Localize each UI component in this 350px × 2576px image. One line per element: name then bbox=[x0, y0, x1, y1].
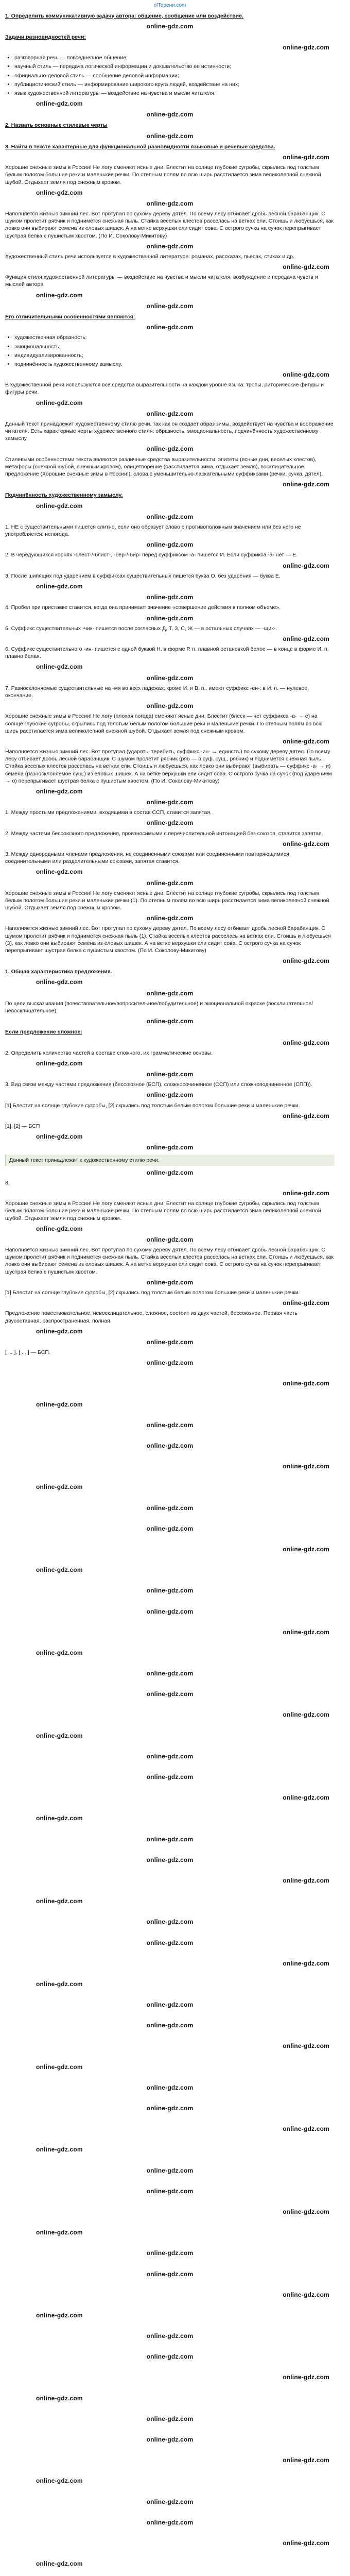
spacer bbox=[5, 2074, 335, 2081]
watermark: online-gdz.com bbox=[146, 1421, 194, 1429]
bullet-list bbox=[5, 54, 335, 97]
watermark: online-gdz.com bbox=[283, 2125, 329, 2133]
watermark: online-gdz.com bbox=[146, 2518, 194, 2526]
watermark: online-gdz.com bbox=[283, 371, 329, 379]
paragraph: [1] Блестит на солнце глубокие сугробы, [2] скрылись под толстым белым пологом большие реки и маленькие речки. bbox=[5, 1290, 300, 1296]
paragraph: 2. Между частями бессоюзного предложения, произносимыми с перечислительной интонацией без союзов, ставится запятая. bbox=[5, 830, 323, 837]
document-content bbox=[5, 12, 335, 2576]
spacer bbox=[5, 1473, 335, 1480]
watermark: online-gdz.com bbox=[146, 879, 194, 887]
watermark: online-gdz.com bbox=[36, 978, 83, 986]
section-heading: Задачи разновидностей речи: bbox=[5, 33, 86, 40]
watermark: online-gdz.com bbox=[146, 674, 194, 682]
section-heading: 2. Назвать основные стилевые черты bbox=[5, 122, 108, 129]
watermark: online-gdz.com bbox=[146, 1359, 194, 1367]
spacer bbox=[5, 1887, 335, 1894]
watermark: online-gdz.com bbox=[146, 2022, 194, 2029]
spacer bbox=[5, 1515, 335, 1522]
spacer bbox=[5, 2488, 335, 2495]
spacer bbox=[5, 2384, 335, 2392]
watermark: online-gdz.com bbox=[146, 2498, 194, 2505]
watermark: online-gdz.com bbox=[283, 2374, 329, 2381]
spacer bbox=[5, 1763, 335, 1770]
paragraph: Стилевыми особенностями текста являются различные средства выразительности: эпитеты (ясные дни, веселых клестов), метафоры (снежной шубой, снежным кровом), олицетворение (расстилается зима, отдыхает земля), восклицательное предложение (Хорошие снежные зимы в России!), слова с уменьшительно-ласкательными суффиксами (речки, сучка, дятел). bbox=[5, 456, 323, 478]
watermark: online-gdz.com bbox=[283, 1112, 329, 1120]
paragraph: Наполняется жизнью зимний лес. Вот протупал по сухому дереву дятел. По всему лесу отбивает дробь лесной барабанщик. С шумом пролетит рябчик и поднимется снежная пыль. Стайка веселых клестов расселась на ветках ели. Стоишь и любуешься, как ловко они выбирают семена из еловых шишек. А на ветке верхушки ели сидит сова. С острого сучка на сучок перепрыгивает шустрая белка с пушистым хвостом. (По И. Соколову-Микитову) bbox=[5, 211, 334, 239]
watermark: online-gdz.com bbox=[146, 614, 194, 622]
watermark: online-gdz.com bbox=[36, 2146, 83, 2154]
watermark: online-gdz.com bbox=[283, 1039, 329, 1046]
spacer bbox=[5, 1639, 335, 1646]
watermark: online-gdz.com bbox=[283, 44, 329, 52]
spacer bbox=[5, 2446, 335, 2453]
watermark: online-gdz.com bbox=[36, 1225, 83, 1232]
spacer bbox=[5, 2405, 335, 2412]
highlighted-conclusion: Данный текст принадлежит к художественному стилю речи. bbox=[5, 1155, 335, 1166]
spacer bbox=[5, 1598, 335, 1605]
paragraph: Наполняется жизнью зимний лес. Вот протупал (ударять, теребить, суффикс -ин- → единств.) по сухому дереву дятел. По всему лесу отбивает дробь лесной барабанщик. С шумом пролетит рябчик (ряб — в суф. сущ., рябчик) и поднимется снежная пыль. Стайка веселых клестов расселась на ветках ели. Стоишь и любуешься, как ловко они выбирают (выбирать — суффикс -а- → и) семена (разносклоняемое сущ.) из еловых шишек. А на ветке верхушки ели сидит сова. С острого сучка на сучок (под ударением → о) перепрыгивает шустрая белка с пушистым хвостом. (По И. Соколову-Микитову) bbox=[5, 749, 332, 784]
watermark: online-gdz.com bbox=[146, 22, 194, 30]
spacer bbox=[5, 1411, 335, 1418]
spacer bbox=[5, 2363, 335, 2370]
spacer bbox=[5, 1701, 335, 1708]
watermark: online-gdz.com bbox=[36, 663, 83, 671]
watermark: online-gdz.com bbox=[36, 2477, 83, 2485]
spacer bbox=[5, 1825, 335, 1833]
paragraph: 3. Между однородными членами предложения, не соединенными союзами или соединенными повторяющимися соединительными или разделительными союзами, запятая ставится. bbox=[5, 851, 289, 865]
paragraph: [1] Блестит на солнце глубокие сугробы, [2] скрылись под толстым белым пологом большие реки и маленькие речки. bbox=[5, 1102, 300, 1109]
watermark: online-gdz.com bbox=[146, 1504, 194, 1512]
spacer bbox=[5, 2157, 335, 2164]
watermark: online-gdz.com bbox=[36, 1980, 83, 1988]
spacer bbox=[5, 2218, 335, 2226]
spacer bbox=[5, 2550, 335, 2557]
watermark: online-gdz.com bbox=[283, 562, 329, 569]
watermark: online-gdz.com bbox=[36, 291, 83, 299]
watermark: online-gdz.com bbox=[146, 2270, 194, 2278]
spacer bbox=[5, 1742, 335, 1750]
spacer bbox=[5, 2136, 335, 2143]
paragraph: Хорошие снежные зимы в России! Не логу (плохая погода) сменяют ясные дни. Блестит (блеск — нет суффикса -а- → е) на солнце глубокие сугробы, скрылись под толстым белым пологом большие реки и маленькие речки. По степным полям во всю ширь расстилается зима великолепной снежной шубой. Отдыхает земля под снежным кровом. bbox=[5, 713, 323, 734]
paragraph: По цели высказывания (повествовательное/вопросительное/побудительное) и эмоциональной окраске (восклицательное/невосклицательное). bbox=[5, 1000, 313, 1014]
watermark: online-gdz.com bbox=[146, 1442, 194, 1450]
watermark: online-gdz.com bbox=[146, 1773, 194, 1781]
section-heading: Подчинённость художественному замыслу. bbox=[5, 492, 123, 499]
paragraph: 8. bbox=[5, 1179, 10, 1186]
watermark: online-gdz.com bbox=[283, 1711, 329, 1719]
watermark: online-gdz.com bbox=[283, 1190, 329, 1197]
spacer bbox=[5, 2260, 335, 2267]
paragraph: 2. Определить количество частей в составе сложного, их грамматические основы. bbox=[5, 1049, 213, 1056]
watermark: online-gdz.com bbox=[36, 1059, 83, 1067]
watermark: online-gdz.com bbox=[36, 399, 83, 406]
watermark: online-gdz.com bbox=[283, 1794, 329, 1802]
list-item: • эмоциональность; bbox=[14, 343, 335, 350]
watermark: online-gdz.com bbox=[146, 132, 194, 140]
spacer bbox=[5, 2239, 335, 2246]
watermark: online-gdz.com bbox=[36, 189, 83, 196]
list-item: • подчинённость художественному замыслу. bbox=[14, 361, 335, 368]
watermark: online-gdz.com bbox=[36, 2394, 83, 2402]
watermark: online-gdz.com bbox=[283, 1463, 329, 1470]
spacer bbox=[5, 2570, 335, 2576]
watermark: online-gdz.com bbox=[146, 1752, 194, 1760]
watermark: online-gdz.com bbox=[283, 2208, 329, 2215]
watermark: online-gdz.com bbox=[146, 1939, 194, 1946]
spacer bbox=[5, 2281, 335, 2288]
watermark: online-gdz.com bbox=[146, 1018, 194, 1025]
spacer bbox=[5, 1391, 335, 1398]
watermark: online-gdz.com bbox=[146, 1144, 194, 1151]
watermark: online-gdz.com bbox=[146, 1278, 194, 1286]
watermark: online-gdz.com bbox=[146, 989, 194, 997]
paragraph: В художественной речи используются все средства выразительности на каждом уровне языка: тропы, риторические фигуры и фигуры речи. bbox=[5, 382, 324, 396]
paragraph: Предложение повествовательное, невосклицательное, сложное, состоит из двух частей, бессоюзное. Первая часть двусоставная, распространенная, полная. bbox=[5, 1310, 297, 1324]
spacer bbox=[5, 1577, 335, 1584]
watermark: online-gdz.com bbox=[146, 1856, 194, 1863]
spacer bbox=[5, 2467, 335, 2474]
paragraph: Наполняется жизнью зимний лес. Вот протупал по сухому дереву дятел. По всему лесу отбивает дробь лесной барабанщик. С шумом пролетит рябчик и поднимется снежная пыль. Стайка веселых клестов расселась на ветках ели. Стоишь и любуешься, как ловко они выбирают семена из еловых шишек. А на ветке верхушки ели сидит сова. С острого сучка на сучок перепрыгивает шустрая белка с пушистым хвостом. bbox=[5, 1247, 334, 1275]
watermark: online-gdz.com bbox=[283, 1545, 329, 1553]
bullet-list bbox=[5, 334, 335, 368]
watermark: online-gdz.com bbox=[283, 1628, 329, 1636]
watermark: online-gdz.com bbox=[146, 199, 194, 207]
paragraph: [ ... ], [ ... ] — БСП. bbox=[5, 1349, 50, 1356]
watermark: online-gdz.com bbox=[283, 1876, 329, 1884]
watermark: online-gdz.com bbox=[36, 1400, 83, 1408]
paragraph: 1. Между простыми предложениями, входящими в состав ССП, ставится запятая. bbox=[5, 809, 212, 816]
watermark: online-gdz.com bbox=[36, 2063, 83, 2071]
watermark: online-gdz.com bbox=[146, 1168, 194, 1176]
section-heading: Его отличительными особенностями являются: bbox=[5, 314, 135, 320]
watermark: online-gdz.com bbox=[283, 1380, 329, 1387]
watermark: online-gdz.com bbox=[146, 324, 194, 331]
watermark: online-gdz.com bbox=[146, 445, 194, 453]
watermark: online-gdz.com bbox=[36, 2229, 83, 2236]
paragraph: 6. Суффикс существительного -ин- пишется с одной буквой Н, в форме Р. п. плавной остановкой белое — в конце в форме И. п. плавно белая. bbox=[5, 646, 329, 660]
watermark: online-gdz.com bbox=[146, 1918, 194, 1926]
watermark: online-gdz.com bbox=[283, 840, 329, 848]
paragraph: 3. После шипящих под ударением в суффиксах существительных пишется буква О, без ударения — буква Е. bbox=[5, 572, 281, 579]
paragraph: 7. Разносклоняемые существительные на -мя во всех падежах, кроме И. и В. п., имеют суффикс -ен-; в И. п. — нулевое окончание. bbox=[5, 685, 308, 699]
spacer bbox=[5, 1432, 335, 1439]
site-header[interactable]: olТерени.com bbox=[153, 3, 186, 8]
watermark: online-gdz.com bbox=[283, 2539, 329, 2547]
watermark: online-gdz.com bbox=[146, 1670, 194, 1677]
watermark: online-gdz.com bbox=[146, 1524, 194, 1532]
watermark: online-gdz.com bbox=[146, 1835, 194, 1843]
section-heading: 3. Найти в тексте характерные для функциональной разновидности языковые и речевые средства. bbox=[5, 143, 275, 150]
paragraph: [1], [2] — БСП bbox=[5, 1123, 40, 1129]
watermark: online-gdz.com bbox=[146, 819, 194, 827]
watermark: online-gdz.com bbox=[283, 737, 329, 745]
watermark: online-gdz.com bbox=[36, 1732, 83, 1739]
watermark: online-gdz.com bbox=[36, 2311, 83, 2319]
watermark: online-gdz.com bbox=[36, 1133, 83, 1141]
watermark: online-gdz.com bbox=[283, 635, 329, 642]
section-heading: 1. Определить коммуникативную задачу автора: общение, сообщение или воздействие. bbox=[5, 12, 243, 19]
watermark: online-gdz.com bbox=[146, 111, 194, 118]
spacer bbox=[5, 1867, 335, 1874]
watermark: online-gdz.com bbox=[36, 787, 83, 795]
watermark: online-gdz.com bbox=[146, 2332, 194, 2340]
spacer bbox=[5, 1452, 335, 1460]
spacer bbox=[5, 2343, 335, 2350]
spacer bbox=[5, 1846, 335, 1853]
list-item: • язык художественной литературы — воздействие на чувства и мысли читателя. bbox=[14, 90, 335, 97]
spacer bbox=[5, 2115, 335, 2122]
watermark: online-gdz.com bbox=[146, 1690, 194, 1698]
paragraph: Хорошие снежные зимы в России! Не логу сменяют ясные дни. Блестит на солнце глубокие сугробы, скрылись под толстым белым пологом большие реки и маленькие речки. По степным полям во всю ширь расстилается зима великолепной снежной шубой. Отдыхает земля под снежным кровом. bbox=[5, 1200, 321, 1222]
watermark: online-gdz.com bbox=[283, 1299, 329, 1307]
watermark: online-gdz.com bbox=[146, 1235, 194, 1243]
section-heading: Если предложение сложное: bbox=[5, 1029, 82, 1036]
paragraph: 4. Пробел при приставке ставится, когда она принимает значение «совершение действия в полном объеме». bbox=[5, 604, 281, 611]
spacer bbox=[5, 1618, 335, 1625]
spacer bbox=[5, 1722, 335, 1729]
spacer bbox=[5, 2032, 335, 2039]
watermark: online-gdz.com bbox=[36, 868, 83, 876]
watermark: online-gdz.com bbox=[36, 1566, 83, 1574]
watermark: online-gdz.com bbox=[36, 1483, 83, 1491]
watermark: online-gdz.com bbox=[146, 2083, 194, 2091]
spacer bbox=[5, 2529, 335, 2536]
watermark: online-gdz.com bbox=[283, 153, 329, 161]
watermark: online-gdz.com bbox=[36, 502, 83, 510]
spacer bbox=[5, 1804, 335, 1811]
watermark: online-gdz.com bbox=[36, 1815, 83, 1822]
spacer bbox=[5, 1680, 335, 1687]
list-item: • художественная образность; bbox=[14, 334, 335, 341]
paragraph: Хорошие снежные зимы в России! Не логу сменяют ясные дни. Блестит на солнце глубокие сугробы, скрылись под толстым белым пологом большие реки и маленькие речки. По степным полям во всю ширь расстилается зима великолепной снежной шубой. Отдыхает земля под снежным кровом. bbox=[5, 164, 321, 185]
watermark: online-gdz.com bbox=[146, 1607, 194, 1615]
paragraph: 1. НЕ с существительными пишется слитно, если оно образует слово с противоположным значением или без него не употребляется: непогода. bbox=[5, 523, 301, 538]
watermark: online-gdz.com bbox=[146, 242, 194, 250]
watermark: online-gdz.com bbox=[283, 2042, 329, 2050]
spacer bbox=[5, 2011, 335, 2019]
watermark: online-gdz.com bbox=[146, 594, 194, 601]
spacer bbox=[5, 1784, 335, 1791]
spacer bbox=[5, 1970, 335, 1977]
paragraph: Хорошие снежные зимы в России! Не логу сменяют ясные дни. Блестит на солнце глубокие сугробы, скрылись под толстым белым пологом большие реки и маленькие речки (1). По степным полям во всю ширь расстилается зима великолепной снежной шубой. Отдыхает земля под снежным кровом. bbox=[5, 890, 329, 911]
spacer bbox=[5, 2509, 335, 2516]
watermark: online-gdz.com bbox=[283, 1959, 329, 1967]
watermark: online-gdz.com bbox=[146, 2187, 194, 2195]
watermark: online-gdz.com bbox=[146, 1338, 194, 1346]
watermark: online-gdz.com bbox=[36, 1649, 83, 1656]
paragraph: Наполняется жизнью зимний лес. Вот протупал по сухому дереву дятел. По всему лесу отбивает дробь лесной барабанщик. С шумом пролетит рябчик и поднимется снежная пыль (1). Стайка веселых клестов расселась на ветках ели. Стоишь и любуешься (3), как ловко они выбирают семена из еловых шишек. А на ветке верхушки ели сидит сова. С острого сучка на сучок перепрыгивает шустрая белка с пушистым хвостом. (По И. Соколову-Микитову) bbox=[5, 925, 331, 954]
watermark: online-gdz.com bbox=[146, 1091, 194, 1099]
list-item: • разговорная речь — повседневное общение; bbox=[14, 54, 335, 61]
spacer bbox=[5, 2198, 335, 2205]
section-heading: 1. Общая характеристика предложения. bbox=[5, 969, 112, 975]
spacer bbox=[5, 2322, 335, 2329]
watermark: online-gdz.com bbox=[146, 2249, 194, 2257]
spacer bbox=[5, 1908, 335, 1915]
list-item: • публицистический стиль — информирование широкого круга людей, воздействие на них; bbox=[14, 81, 335, 88]
watermark: online-gdz.com bbox=[36, 1327, 83, 1335]
watermark: online-gdz.com bbox=[36, 100, 83, 108]
spacer bbox=[5, 1950, 335, 1957]
paragraph: Художественный стиль речи используется в художественной литературе: романах, рассказах, пьесах, стихах и др. bbox=[5, 253, 294, 260]
watermark: online-gdz.com bbox=[146, 2353, 194, 2361]
spacer bbox=[5, 2301, 335, 2309]
watermark: online-gdz.com bbox=[146, 914, 194, 922]
list-item: • научный стиль — передача логической информации и доказательство ее истинности; bbox=[14, 63, 335, 70]
watermark: online-gdz.com bbox=[283, 2456, 329, 2464]
watermark: online-gdz.com bbox=[146, 2166, 194, 2174]
spacer bbox=[5, 2053, 335, 2060]
paragraph: Функция стиля художественной литературы — воздействие на чувства и мысли читателя, возбуждение и передача чувств и мыслей автора. bbox=[5, 274, 318, 288]
spacer bbox=[5, 2177, 335, 2184]
watermark: online-gdz.com bbox=[146, 541, 194, 549]
watermark: online-gdz.com bbox=[146, 2001, 194, 2009]
paragraph: 2. В чередующихся корнях -блест-/-блист-, -бер-/-бир- перед суффиксом -а- пишется И. Если суффикса -а- нет — Е. bbox=[5, 552, 298, 558]
spacer bbox=[5, 2426, 335, 2433]
paragraph: 5. Суффикс существительных -чик- пишется после согласных Д, Т, З, С, Ж — в остальных случаях — -щик-. bbox=[5, 625, 277, 632]
watermark: online-gdz.com bbox=[36, 2560, 83, 2568]
spacer bbox=[5, 2094, 335, 2102]
list-item: • официально-деловой стиль — сообщение деловой информации; bbox=[14, 72, 335, 79]
watermark: online-gdz.com bbox=[146, 2415, 194, 2422]
spacer bbox=[5, 1991, 335, 1998]
watermark: online-gdz.com bbox=[146, 702, 194, 710]
spacer bbox=[5, 1369, 335, 1377]
list-item: • индивидуализированность; bbox=[14, 352, 335, 359]
watermark: online-gdz.com bbox=[146, 2105, 194, 2112]
watermark: online-gdz.com bbox=[283, 957, 329, 965]
watermark: online-gdz.com bbox=[146, 1071, 194, 1078]
spacer bbox=[5, 1535, 335, 1543]
watermark: online-gdz.com bbox=[36, 1897, 83, 1905]
watermark: online-gdz.com bbox=[283, 263, 329, 271]
paragraph: Данный текст принадлежит художественному стилю речи, так как он создает образ зимы, воздействует на чувства и воображение читателя. Есть характерные черты художественного стиля: образность, эмоциональность, подчинённость художественному замыслу. bbox=[5, 420, 334, 442]
spacer bbox=[5, 1556, 335, 1563]
spacer bbox=[5, 1929, 335, 1936]
watermark: online-gdz.com bbox=[146, 302, 194, 310]
watermark: online-gdz.com bbox=[146, 1587, 194, 1595]
watermark: online-gdz.com bbox=[36, 582, 83, 590]
paragraph: 3. Вид связи между частями предложения (бессоюзное (БСП), сложносочиненное (ССП) или сложноподчиненное (СПП)). bbox=[5, 1081, 312, 1088]
spacer bbox=[5, 1494, 335, 1501]
watermark: online-gdz.com bbox=[146, 513, 194, 520]
watermark: online-gdz.com bbox=[283, 481, 329, 488]
watermark: online-gdz.com bbox=[146, 410, 194, 417]
watermark: online-gdz.com bbox=[283, 2291, 329, 2298]
spacer bbox=[5, 1659, 335, 1667]
watermark: online-gdz.com bbox=[146, 2436, 194, 2444]
watermark: online-gdz.com bbox=[146, 799, 194, 806]
